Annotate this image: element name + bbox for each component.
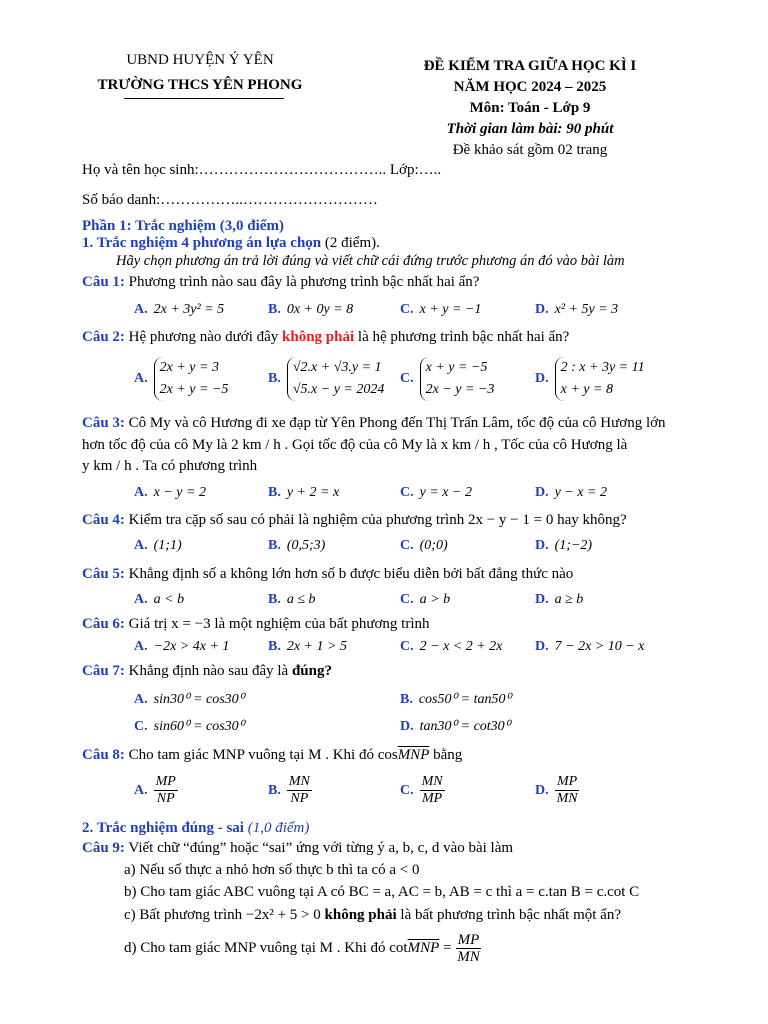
question-text: Phương trình nào sau đây là phương trình bậc nhất hai ẩn?	[128, 274, 480, 290]
q6-option-d[interactable]: D. 7 − 2x > 10 − x	[535, 639, 645, 654]
q9-statement-b: b) Cho tam giác ABC vuông tại A có BC = a, AC = b, AB = c thì a = c.tan B = c.cot C	[124, 884, 640, 900]
school-name: TRƯỜNG THCS YÊN PHONG	[97, 77, 303, 93]
exam-title: ĐỀ KIỂM TRA GIỮA HỌC KÌ I	[423, 58, 637, 74]
q5-option-c[interactable]: C. a > b	[400, 592, 451, 607]
q1-option-a[interactable]: A. 2x + 3y² = 5	[134, 302, 225, 317]
question-text: Hệ phương nào dưới đây	[128, 329, 279, 345]
question-label: Câu 6:	[82, 616, 125, 632]
section1-instruction: Hãy chọn phương án trả lời đúng và viết chữ cái đứng trước phương án đó vào bài làm	[116, 253, 625, 269]
question-label: Câu 9:	[82, 840, 125, 856]
q2-option-c[interactable]: C.x + y = −5 2x − y = −3	[400, 357, 494, 401]
q6-option-c[interactable]: C. 2 − x < 2 + 2x	[400, 639, 503, 654]
q3-option-c[interactable]: C. y = x − 2	[400, 485, 472, 500]
question-text: Khẳng định nào sau đây là	[128, 663, 289, 679]
school-underline	[124, 98, 284, 99]
part1-title: Phần 1: Trắc nghiệm (3,0 điểm)	[82, 218, 284, 234]
q4-option-d[interactable]: D. (1;−2)	[535, 538, 593, 553]
question-1	[82, 274, 479, 291]
q3-option-b[interactable]: B. y + 2 = x	[268, 485, 340, 500]
q9-statement-d: d) Cho tam giác MNP vuông tại M . Khi đó $\cot\overline{MNP}$ = $\frac{MP}{MN}$	[124, 932, 480, 965]
student-id-line: Số báo danh:……………..………………………	[82, 192, 378, 208]
page-count: Đề khảo sát gồm 02 trang	[452, 142, 608, 158]
q6-option-a[interactable]: A. −2x > 4x + 1	[134, 639, 230, 654]
q4-option-b[interactable]: B. (0,5;3)	[268, 538, 326, 553]
section2-heading	[82, 820, 309, 837]
question-2	[82, 329, 569, 346]
question-text: Cho tam giác MNP vuông tại M . Khi đó cos	[128, 747, 398, 763]
q7-option-a[interactable]: A. sin30⁰ = cos30⁰	[134, 692, 245, 707]
q6-option-b[interactable]: B. 2x + 1 > 5	[268, 639, 347, 654]
q4-option-a[interactable]: A. (1;1)	[134, 538, 182, 553]
question-text: Khẳng định số a không lớn hơn số b được biểu diễn bởi bất đẳng thức nào	[128, 566, 574, 582]
angle-label: $\overline{MNP}$	[397, 747, 430, 763]
q7-option-c[interactable]: C. sin60⁰ = cos30⁰	[134, 719, 245, 734]
q5-option-d[interactable]: D. a ≥ b	[535, 592, 584, 607]
section1-points: (2 điểm).	[324, 235, 380, 251]
question-7	[82, 663, 332, 680]
q1-option-d[interactable]: D. x² + 5y = 3	[535, 302, 619, 317]
angle-label: $\overline{MNP}$	[407, 940, 440, 956]
q1-option-c[interactable]: C. x + y = −1	[400, 302, 482, 317]
q8-option-d[interactable]: D. $\frac{MP}{MN}$	[535, 774, 578, 806]
q8-option-c[interactable]: C. $\frac{MN}{MP}$	[400, 774, 443, 806]
question-8	[82, 747, 462, 764]
exam-time: Thời gian làm bài: 90 phút	[446, 121, 614, 137]
question-3-line1	[82, 415, 666, 432]
q8-option-b[interactable]: B. $\frac{MN}{NP}$	[268, 774, 310, 806]
q5-option-a[interactable]: A. a < b	[134, 592, 185, 607]
q3-option-d[interactable]: D. y − x = 2	[535, 485, 607, 500]
question-text: Viết chữ “đúng” hoặc “sai” ứng với từng ý a, b, c, d vào bài làm	[128, 840, 514, 856]
q7-option-b[interactable]: B. cos50⁰ = tan50⁰	[400, 692, 512, 707]
student-name-line: Họ và tên học sinh:……………………………….. Lớp:…..	[82, 162, 442, 178]
q1-option-b[interactable]: B. 0x + 0y = 8	[268, 302, 354, 317]
question-text-end: là hệ phương trình bậc nhất hai ẩn?	[357, 329, 570, 345]
question-label: Câu 5:	[82, 566, 125, 582]
question-9	[82, 840, 513, 857]
q3-option-a[interactable]: A. x − y = 2	[134, 485, 206, 500]
question-label: Câu 4:	[82, 512, 125, 528]
section2-points: (1,0 điểm)	[247, 820, 310, 836]
question-label: Câu 3:	[82, 415, 125, 431]
statement-emphasis: không phải	[324, 907, 397, 923]
question-4	[82, 512, 627, 529]
question-label: Câu 7:	[82, 663, 125, 679]
q2-option-a[interactable]: A.2x + y = 3 2x + y = −5	[134, 357, 228, 401]
question-label: Câu 1:	[82, 274, 125, 290]
question-text: Cô My và cô Hương đi xe đạp từ Yên Phong đến Thị Trấn Lâm, tốc độ của cô Hương lớn	[128, 415, 666, 431]
section1-title: 1. Trắc nghiệm 4 phương án lựa chọn	[82, 235, 322, 251]
question-text-end: bằng	[429, 747, 463, 763]
question-label: Câu 2:	[82, 329, 125, 345]
q9-statement-c: c) Bất phương trình −2x² + 5 > 0 không phải là bất phương trình bậc nhất một ẩn?	[124, 907, 621, 923]
question-emphasis: không phải	[282, 329, 355, 345]
question-text: Kiểm tra cặp số sau có phải là nghiệm của phương trình 2x − y − 1 = 0 hay không?	[128, 512, 627, 528]
q9-statement-a: a) Nếu số thực a nhỏ hơn số thực b thì ta có a < 0	[124, 862, 420, 878]
section2-title: 2. Trắc nghiệm đúng - sai	[82, 820, 244, 836]
q7-option-d[interactable]: D. tan30⁰ = cot30⁰	[400, 719, 511, 734]
q2-option-d[interactable]: D.2 : x + 3y = 11 x + y = 8	[535, 357, 645, 401]
district-name: UBND HUYỆN Ý YÊN	[126, 52, 274, 68]
q8-option-a[interactable]: A. $\frac{MP}{NP}$	[134, 774, 176, 806]
q5-option-b[interactable]: B. a ≤ b	[268, 592, 316, 607]
question-text: Giá trị x = −3 là một nghiệm của bất phương trình	[128, 616, 430, 632]
question-emphasis: đúng?	[291, 663, 332, 679]
q2-option-b[interactable]: B.√2.x + √3.y = 1 √5.x − y = 2024	[268, 357, 384, 401]
question-5	[82, 566, 573, 583]
school-year: NĂM HỌC 2024 – 2025	[453, 79, 607, 95]
section1-heading	[82, 235, 380, 252]
question-3-line3: y km / h . Ta có phương trình	[82, 458, 258, 474]
question-6	[82, 616, 430, 633]
subject: Môn: Toán - Lớp 9	[469, 100, 591, 116]
question-3-line2: hơn tốc độ của cô My là 2 km / h . Gọi tốc độ của cô My là x km / h , Tốc của cô Hương là	[82, 437, 628, 453]
q4-option-c[interactable]: C. (0;0)	[400, 538, 448, 553]
question-label: Câu 8:	[82, 747, 125, 763]
